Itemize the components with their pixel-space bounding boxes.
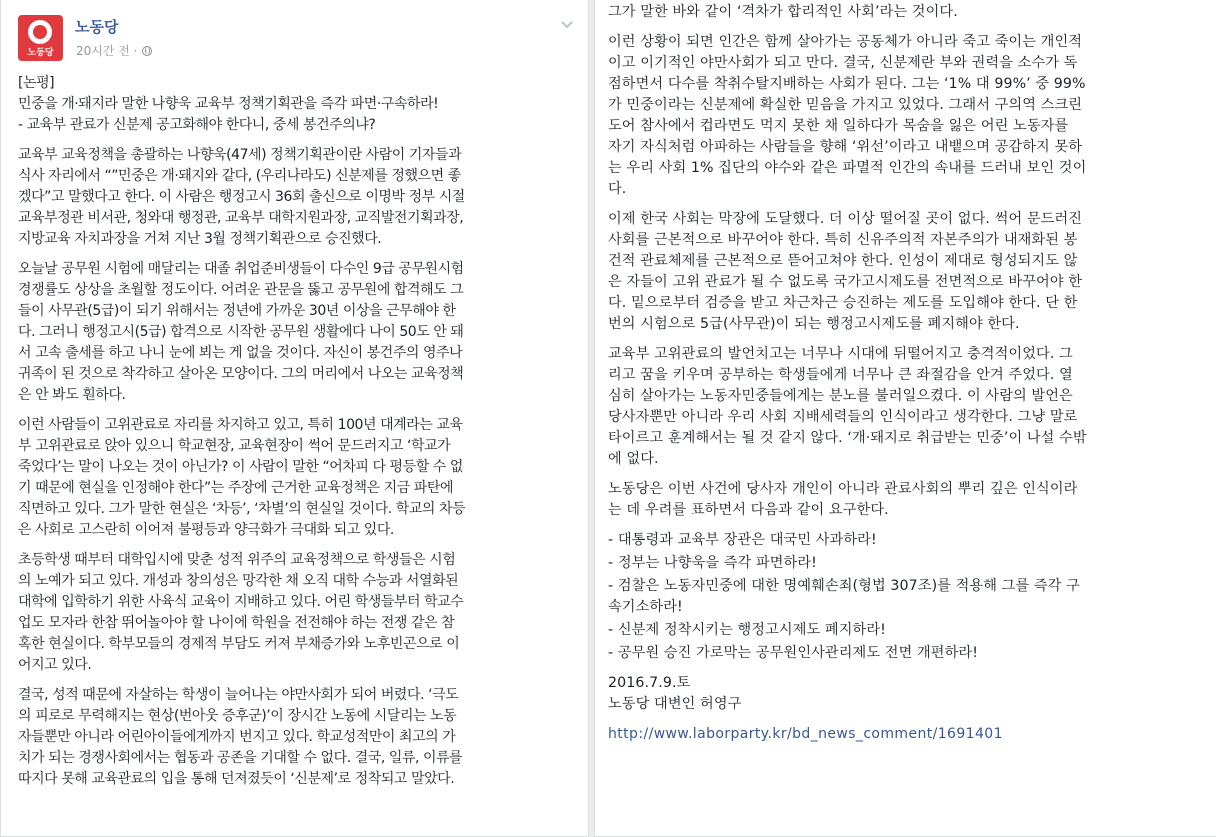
list-item: - 신분제 정착시키는 행정고시제도 폐지하라! xyxy=(608,622,886,638)
chevron-down-icon[interactable] xyxy=(560,17,574,31)
post-body-right xyxy=(608,2,1208,742)
post-paragraph: 노동당은 이번 사건에 당사자 개인이 아니라 관료사회의 뿌리 깊은 인식이라 는 데 우려를 표하면서 다음과 같이 요구한다. xyxy=(608,481,1078,518)
post-paragraph: 결국, 성적 때문에 자살하는 학생이 늘어나는 야만사회가 되어 버렸다. ‘극도 의 피로로 무력해지는 현상(번아웃 증후군)’이 장시간 노동에 시달리는 노동 자들뿐만 아니라 어린아이들에게까지 번지고 있다. 학교성적만이 최고의 가 치가 되는 경쟁사회에서는 협동과 공존을 기대할 수 없다. 결국, 일류, 이류를 따지다 못해 교육관료의 입을 통해 던져졌듯이 ‘신분제’로 정착되고 말았다. xyxy=(18,687,463,787)
page-avatar[interactable] xyxy=(18,15,63,61)
post-paragraph: [논평] 민중을 개·돼지라 말한 나향욱 교육부 정책기획관을 즉각 파면·구속하라! - 교육부 관료가 신분제 공고화해야 한다니, 중세 봉건주의냐? xyxy=(18,75,439,133)
logo-icon xyxy=(28,20,52,44)
list-item: - 대통령과 교육부 장관은 대국민 사과하라! xyxy=(608,532,877,548)
post-paragraph: 그가 말한 바와 같이 ‘격차가 합리적인 사회’라는 것이다. xyxy=(608,4,958,20)
post-paragraph: 교육부 교육정책을 총괄하는 나향욱(47세) 정책기획관이란 사람이 기자들과 식사 자리에서 “”민중은 개·돼지와 같다, (우리나라도) 신분제를 정했으면 좋 겠다”고 말했다고 한다. 이 사람은 행정고시 36회 출신으로 이명박 정부 시절 교육부정관 비서관, 청와대 행정관, 교육부 대학지원과장, 교직발전기획과장, 지방교육 자치과장을 거쳐 지난 3월 정책기획관으로 승진했다. xyxy=(18,147,465,247)
post-paragraph: 이제 한국 사회는 막장에 도달했다. 더 이상 떨어질 곳이 없다. 썩어 문드러진 사회를 근본적으로 바꾸어야 한다. 특히 신유주의적 자본주의가 내재화된 봉 건적 관료체제를 근본적으로 뜯어고쳐야 한다. 인성이 제대로 형성되지도 않 은 자들이 고위 관료가 될 수 없도록 국가고시제도를 전면적으로 바꾸어야 한 다. 밑으로부터 검증을 받고 차근차근 승진하는 제도를 도입해야 한다. 단 한 번의 시험으로 5급(사무관)이 되는 행정고시제도를 폐지해야 한다. xyxy=(608,211,1083,332)
post-header xyxy=(18,15,578,63)
article-link[interactable]: http://www.laborparty.kr/bd_news_comment/1691401 xyxy=(608,726,1003,742)
post-paragraph: 교육부 고위관료의 발언치고는 너무나 시대에 뒤떨어지고 충격적이었다. 그 리고 꿈을 키우며 공부하는 학생들에게 너무나 큰 좌절감을 안겨 주었다. 열 심히 살아가는 노동자민중들에게는 분노를 불러일으켰다. 이 사람의 발언은 당사자뿐만 아니라 우리 사회 지배세력들의 인식이라고 생각한다. 그냥 말로 타이르고 훈계해서는 될 것 같지 않다. ‘개·돼지로 취급받는 민중’이 나설 수밖 에 없다. xyxy=(608,346,1087,467)
list-item: - 정부는 나향욱을 즉각 파면하라! xyxy=(608,555,817,571)
post-paragraph: 오늘날 공무원 시험에 매달리는 대졸 취업준비생들이 다수인 9급 공무원시험 경쟁률도 상상을 초월할 정도이다. 어려운 관문을 뚫고 공무원에 합격해도 그 들이 사무관(5급)이 되기 위해서는 정년에 가까운 30년 이상을 근무해야 한 다. 그러니 행정고시(5급) 합격으로 시작한 공무원 생활에다 나이 50도 안 돼 서 고속 출세를 하고 나니 눈에 뵈는 게 없을 것이다. 자신이 봉건주의 영주나 귀족이 된 것으로 착각하고 살아온 모양이다. 그의 머리에서 나오는 교육정책 은 안 봐도 훤하다. xyxy=(18,261,464,403)
logo-text: 노동당 xyxy=(27,48,54,58)
demands-list xyxy=(608,530,1208,664)
post-paragraph: 초등학생 때부터 대학입시에 맞춘 성적 위주의 교육정책으로 학생들은 시험 의 노예가 되고 있다. 개성과 창의성은 망각한 채 오직 대학 수능과 서열화된 대학에 입학하기 위한 사육식 교육이 지배하고 있다. 어린 학생들부터 학교수 업도 모자라 한참 뛰어놀아야 할 나이에 학원을 전전해야 하는 전쟁 같은 참 혹한 현실이다. 학부모들의 경제적 부담도 커져 부채증가와 노후빈곤으로 이 어지고 있다. xyxy=(18,552,464,673)
page-name-link[interactable]: 노동당 xyxy=(75,18,119,36)
globe-icon xyxy=(142,46,152,56)
post-body-left xyxy=(18,73,578,799)
post-timestamp[interactable]: 20시간 전 · xyxy=(76,44,138,58)
post-paragraph: 이런 사람들이 고위관료로 자리를 차지하고 있고, 특히 100년 대계라는 교육 부 고위관료로 앉아 있으니 학교현장, 교육현장이 썩어 문드러지고 ‘학교가 죽었다’는 말이 나오는 것이 아닌가? 이 사람이 말한 “어차피 다 평등할 수 없 기 때문에 현실을 인정해야 한다”는 주장에 근거한 교육정책은 지금 파탄에 직면하고 있다. 그가 말한 현실은 ‘차등’, ‘차별’의 현실일 것이다. 학교의 차등 은 사회로 고스란히 이어져 불평등과 양극화가 극대화 되고 있다. xyxy=(18,417,466,538)
post-paragraph: 이런 상황이 되면 인간은 함께 살아가는 공동체가 아니라 죽고 죽이는 개인적 이고 이기적인 야만사회가 되고 만다. 결국, 신분제란 부와 권력을 소수가 독 점하면서 다수를 착취수탈지배하는 사회가 된다. 그는 ‘1% 대 99%’ 중 99% 가 민중이라는 신분제에 확실한 믿음을 가지고 있었다. 그래서 구의역 스크린 도어 참사에서 컵라면도 먹지 못한 채 일하다가 목숨을 잃은 어린 노동자를 자기 자식처럼 아파하는 사람들을 향해 ‘위선’이라고 내뱉으며 공감하지 못하 는 우리 사회 1% 집단의 야수와 같은 파멸적 인간의 속내를 드러내 보인 것이 다. xyxy=(608,34,1087,197)
list-item: - 공무원 승진 가로막는 공무원인사관리제도 전면 개편하라! xyxy=(608,645,978,661)
list-item: - 검찰은 노동자민중에 대한 명예훼손죄(형법 307조)를 적용해 그를 즉각 구 속기소하라! xyxy=(608,578,1080,615)
post-right-column xyxy=(594,0,1216,837)
post-meta xyxy=(76,42,152,59)
post-signature: 2016.7.9.토 노동당 대변인 허영구 xyxy=(608,675,742,712)
post-left-column xyxy=(0,0,589,837)
